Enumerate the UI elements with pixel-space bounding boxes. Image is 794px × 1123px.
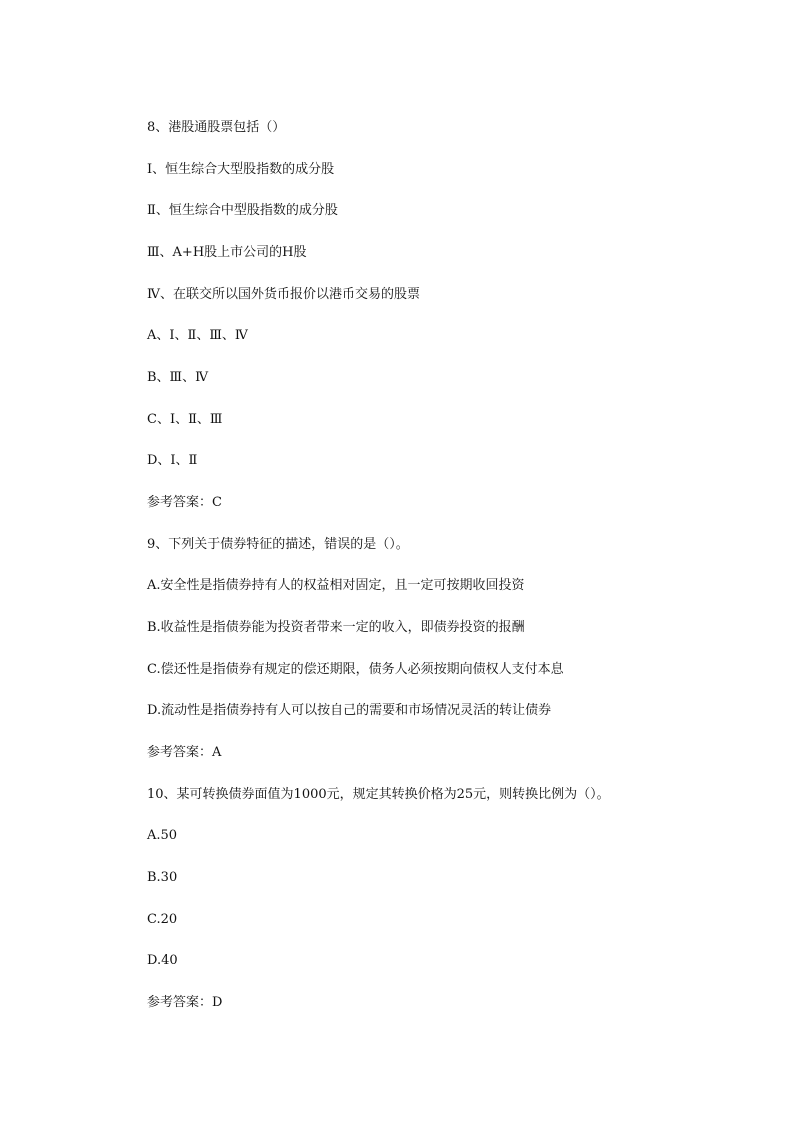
question-10-option-a: A.50 — [147, 828, 178, 843]
question-8-option-a: A、Ⅰ、Ⅱ、Ⅲ、Ⅳ — [147, 328, 248, 343]
question-8-option-b: B、Ⅲ、Ⅳ — [147, 370, 209, 385]
question-10-text: 10、某可转换债券面值为1000元，规定其转换价格为25元，则转换比例为（）。 — [147, 787, 610, 802]
question-10-option-b: B.30 — [147, 870, 178, 885]
question-9-option-b: B.收益性是指债券能为投资者带来一定的收入，即债券投资的报酬 — [147, 620, 525, 635]
question-10-answer: 参考答案：D — [147, 995, 223, 1010]
question-8-item-3: Ⅲ、A+H股上市公司的H股 — [147, 245, 307, 260]
question-8-text: 8、港股通股票包括（） — [147, 120, 286, 135]
question-10-option-c: C.20 — [147, 912, 178, 927]
question-8-item-4: Ⅳ、在联交所以国外货币报价以港币交易的股票 — [147, 287, 420, 302]
question-9-answer: 参考答案：A — [147, 745, 222, 760]
question-8-answer: 参考答案：C — [147, 495, 222, 510]
question-9-option-a: A.安全性是指债券持有人的权益相对固定，且一定可按期收回投资 — [147, 578, 525, 593]
question-9-option-c: C.偿还性是指债券有规定的偿还期限，债务人必须按期向债权人支付本息 — [147, 662, 564, 677]
question-9-option-d: D.流动性是指债券持有人可以按自己的需要和市场情况灵活的转让债券 — [147, 703, 552, 718]
question-8-item-1: Ⅰ、恒生综合大型股指数的成分股 — [147, 162, 335, 177]
question-9-text: 9、下列关于债券特征的描述，错误的是（）。 — [147, 537, 409, 552]
question-10-option-d: D.40 — [147, 953, 178, 968]
question-8-option-c: C、Ⅰ、Ⅱ、Ⅲ — [147, 412, 223, 427]
question-8-item-2: Ⅱ、恒生综合中型股指数的成分股 — [147, 203, 338, 218]
question-8-option-d: D、Ⅰ、Ⅱ — [147, 453, 198, 468]
